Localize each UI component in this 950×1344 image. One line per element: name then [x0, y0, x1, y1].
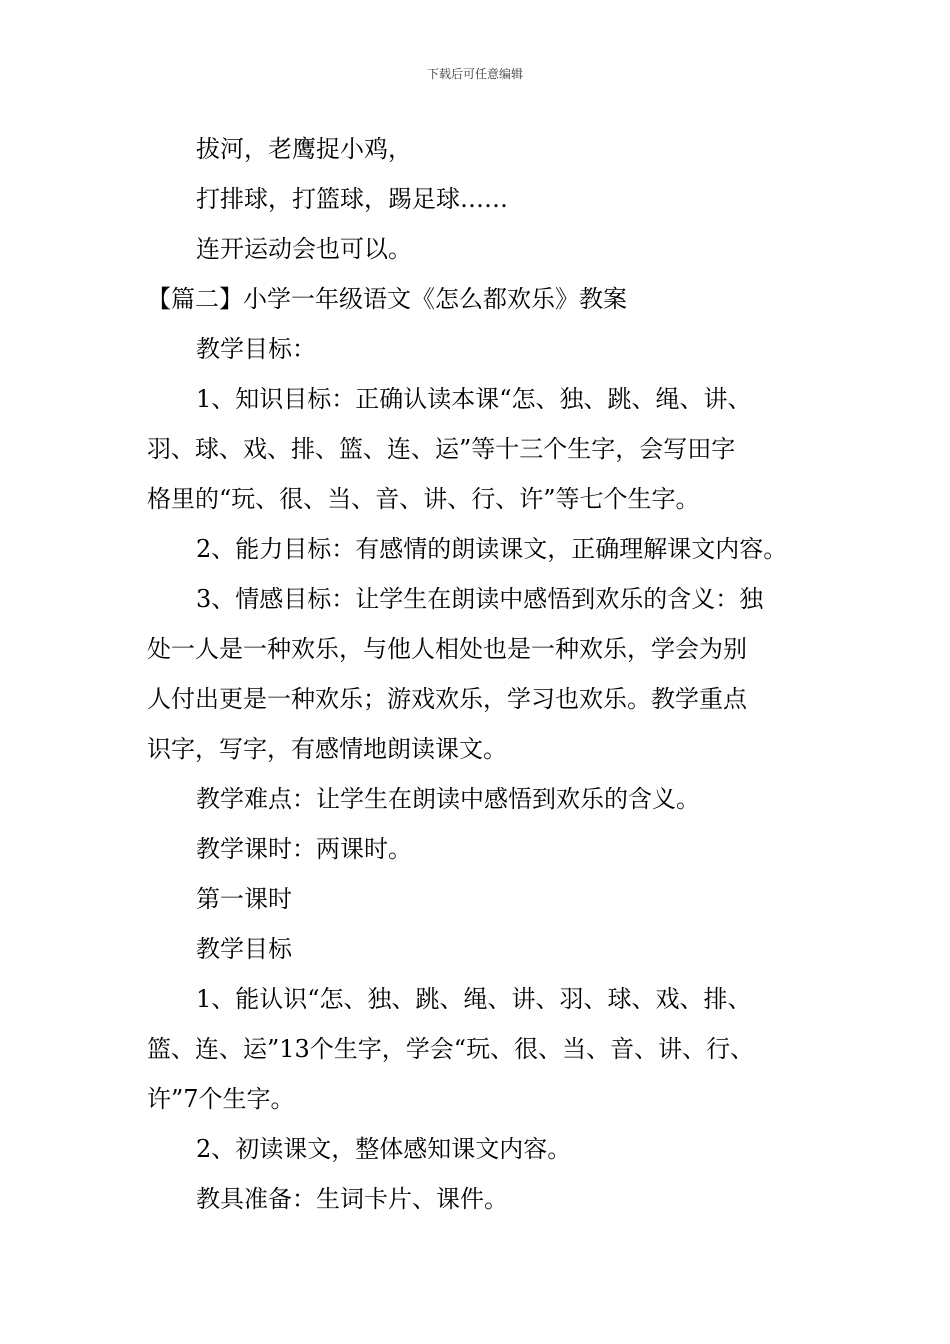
- body-line: 3、情感目标：让学生在朗读中感悟到欢乐的含义：独: [196, 585, 764, 613]
- body-line: 教学课时：两课时。: [196, 835, 412, 863]
- body-line: 篮、连、运”13个生字，学会“玩、很、当、音、讲、行、: [147, 1035, 755, 1063]
- body-line: 2、初读课文，整体感知课文内容。: [196, 1135, 572, 1163]
- body-line: 1、能认识“怎、独、跳、绳、讲、羽、球、戏、排、: [196, 985, 752, 1013]
- body-line: 人付出更是一种欢乐；游戏欢乐，学习也欢乐。教学重点: [147, 685, 747, 713]
- body-line: 1、知识目标：正确认读本课“怎、独、跳、绳、讲、: [196, 385, 752, 413]
- body-line: 2、能力目标：有感情的朗读课文，正确理解课文内容。: [196, 535, 788, 563]
- section-heading: 【篇二】小学一年级语文《怎么都欢乐》教案: [147, 285, 627, 313]
- body-line: 处一人是一种欢乐，与他人相处也是一种欢乐，学会为别: [147, 635, 747, 663]
- body-line: 打排球，打篮球，踢足球……: [196, 185, 508, 213]
- body-line: 许”7个生字。: [147, 1085, 295, 1113]
- body-line: 拔河，老鹰捉小鸡，: [196, 135, 412, 163]
- body-line: 教学目标: [196, 935, 292, 963]
- body-line: 格里的“玩、很、当、音、讲、行、许”等七个生字。: [147, 485, 700, 513]
- body-line: 教学难点：让学生在朗读中感悟到欢乐的含义。: [196, 785, 700, 813]
- body-line: 连开运动会也可以。: [196, 235, 412, 263]
- body-line: 教具准备：生词卡片、课件。: [196, 1185, 508, 1213]
- body-line: 第一课时: [196, 885, 292, 913]
- page-header: 下载后可任意编辑: [426, 67, 523, 81]
- body-line: 识字，写字，有感情地朗读课文。: [147, 735, 507, 763]
- body-line: 教学目标：: [196, 335, 316, 363]
- body-line: 羽、球、戏、排、篮、连、运”等十三个生字，会写田字: [147, 435, 736, 463]
